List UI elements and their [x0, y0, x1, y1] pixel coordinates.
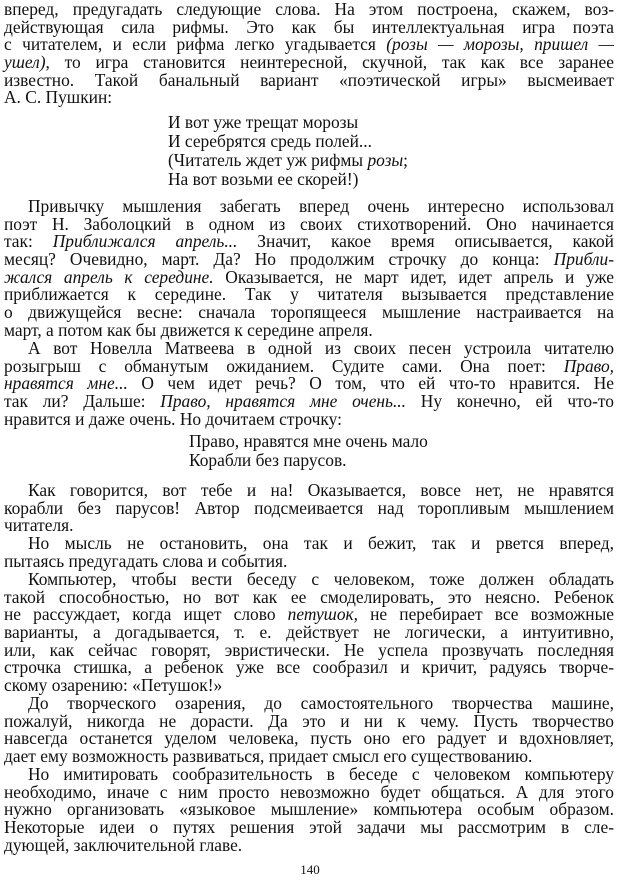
- text-line: необходимо, иначе с ним просто невозможно будет общаться. А для этого: [4, 781, 614, 802]
- paragraph-creativity: [4, 695, 614, 766]
- text-line: жался апрель к середине. Оказывается, не март идет, идет апрель и уже: [4, 266, 614, 287]
- text-line: дующей, заключительной главе.: [4, 834, 243, 855]
- page-number: 140: [300, 862, 320, 877]
- text-line: не рассуждает, когда ищет слово петушок, не перебирает все возможные: [4, 604, 614, 625]
- paragraph-conclusion: [4, 766, 614, 854]
- text-line: действующая сила рифмы. Это как бы интеллектуальная игра поэта: [4, 16, 614, 37]
- verse-matveeva: [189, 432, 428, 470]
- text-line: известно. Такой банальный вариант «поэтической игры» высмеивает: [4, 69, 614, 90]
- text-line: так ли? Дальше: Право, нравятся мне очень... Ну конечно, ей что-то: [4, 391, 614, 412]
- text-line: поэт Н. Заболоцкий в одном из своих стихотворений. Оно начинается: [4, 213, 614, 234]
- text-line: навсегда останется уделом человека, пусть оно его радует и вдохновляет,: [4, 728, 614, 749]
- text-line: розыгрыш с обманутым ожиданием. Судите сами. Она поет: Право,: [4, 355, 614, 376]
- verse-line: (Читатель ждет уж рифмы розы;: [168, 150, 409, 170]
- text-line: такой способностью, но вот как ее смоделировать, это неясно. Ребенок: [4, 586, 614, 607]
- text-line: март, а потом как бы движется к середине апреля.: [4, 319, 373, 340]
- verse-line: И серебрятся средь полей...: [168, 131, 372, 151]
- verse-pushkin: [168, 113, 408, 189]
- text-line: месяц? Очевидно, март. Да? Но продолжим строчку до конца: Прибли-: [4, 249, 614, 270]
- text-line: А вот Новелла Матвеева в одной из своих песен устроила читателю: [28, 338, 614, 358]
- text-line: варианты, а догадывается, т. е. действует не логически, а интуитивно,: [4, 622, 614, 643]
- text-line: Привычку мышления забегать вперед очень интересно использовал: [28, 196, 614, 216]
- text-line: приближается к середине. Так у читателя вызывается представление: [4, 284, 614, 305]
- verse-line: Право, нравятся мне очень мало: [189, 431, 428, 451]
- text-line: Но мысль не остановить, она так и бежит, так и рвется вперед,: [28, 533, 614, 553]
- paragraph-zabolotsky: [4, 198, 614, 340]
- text-line: с читателем, и если рифма легко угадывается (розы — морозы, пришел —: [4, 34, 614, 55]
- paragraph-matveeva: [4, 340, 614, 428]
- text-line: нравятся мне... О чем идет речь? О том, что ей что-то нравится. Не: [4, 373, 614, 394]
- paragraph-rhyme: [4, 1, 614, 107]
- text-line: или, как сейчас говорят, эвристически. Не успела прозвучать последняя: [4, 639, 614, 660]
- text-line: о движущейся весне: сначала торопящееся мышление настраивается на: [4, 302, 614, 323]
- text-line: А. С. Пушкин:: [4, 87, 113, 108]
- paragraph-joke: [4, 482, 614, 535]
- verse-line: На вот возьми ее скорей!): [168, 169, 359, 189]
- paragraph-computer: [4, 571, 614, 695]
- text-line: Некоторые идеи о путях решения этой задачи мы рассмотрим в сле-: [4, 817, 614, 838]
- text-line: Компьютер, чтобы вести беседу с человеком, тоже должен обладать: [28, 569, 614, 589]
- text-line: пожалуй, никогда не дорасти. Да это и ни к чему. Пусть творчество: [4, 710, 614, 731]
- text-line: так: Приближался апрель... Значит, какое время описывается, какой: [4, 231, 614, 252]
- text-line: строчка стишка, а ребенок уже все сообразил и кричит, радуясь творче-: [4, 657, 614, 678]
- verse-line: Корабли без парусов.: [189, 450, 347, 470]
- text-line: До творческого озарения, до самостоятельного творчества машине,: [28, 693, 614, 713]
- text-line: пытаясь предугадать слова и события.: [4, 550, 288, 571]
- text-line: скому озарению: «Петушок!»: [4, 675, 223, 696]
- text-line: вперед, предугадать следующие слова. На этом построена, скажем, воз-: [4, 0, 614, 19]
- text-line: нужно организовать «языковое мышление» компьютера особым образом.: [4, 799, 614, 820]
- text-line: Как говорится, вот тебе и на! Оказывается, вовсе нет, не нравятся: [28, 480, 614, 500]
- text-line: нравится и даже очень. Но дочитаем строчку:: [4, 408, 342, 429]
- text-line: ушел), то игра становится неинтересной, скучной, так как все заранее: [4, 52, 614, 73]
- verse-line: И вот уже трещат морозы: [168, 112, 359, 132]
- text-line: корабли без парусов! Автор подсмеивается над торопливым мышлением: [4, 497, 614, 518]
- text-line: Но имитировать сообразительность в беседе с человеком компьютеру: [28, 764, 614, 784]
- paragraph-thought: [4, 535, 614, 570]
- text-line: дает ему возможность развиваться, придает смысл его существованию.: [4, 746, 533, 767]
- text-line: читателя.: [4, 515, 74, 536]
